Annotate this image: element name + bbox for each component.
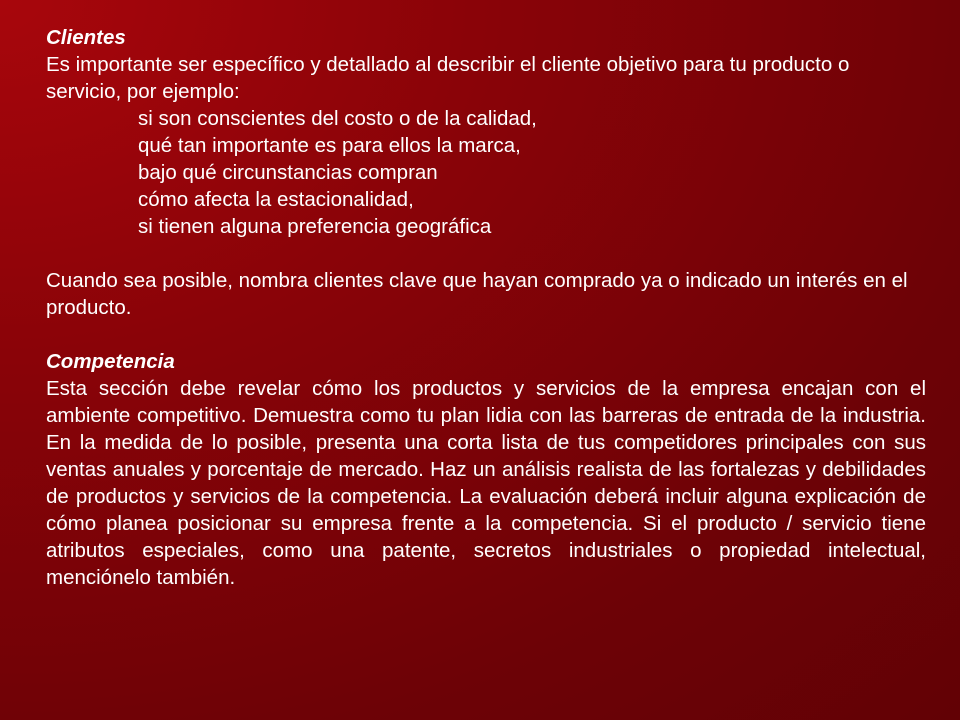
competencia-heading: Competencia: [46, 350, 175, 373]
clientes-list: [46, 105, 926, 240]
spacer: [46, 321, 926, 348]
clientes-list-item: qué tan importante es para ellos la marca,: [138, 134, 521, 157]
competencia-body: Esta sección debe revelar cómo los productos y servicios de la empresa encajan con el ambiente competitivo. Demuestra como tu plan lidia con las barreras de entrada de la industria. En la medida de lo posible, presenta una corta lista de tus competidores principales con sus ventas anuales y porcentaje de mercado. Haz un análisis realista de las fortalezas y debilidades de productos y servicios de la competencia. La evaluación deberá incluir alguna explicación de cómo planea posicionar su empresa frente a la competencia. Si el producto / servicio tiene atributos especiales, como una patente, secretos industriales o propiedad intelectual, menciónelo también.: [46, 377, 926, 589]
clientes-list-item: bajo qué circunstancias compran: [138, 161, 438, 184]
clientes-intro: Es importante ser específico y detallado al describir el cliente objetivo para tu producto o servicio, por ejemplo:: [46, 53, 850, 103]
clientes-heading: Clientes: [46, 26, 126, 49]
spacer: [46, 240, 926, 267]
clientes-list-item: si son conscientes del costo o de la calidad,: [138, 107, 537, 130]
clientes-closing: Cuando sea posible, nombra clientes clave que hayan comprado ya o indicado un interés en el producto.: [46, 269, 908, 319]
clientes-list-item: cómo afecta la estacionalidad,: [138, 188, 414, 211]
slide-content: [46, 24, 926, 591]
clientes-list-item: si tienen alguna preferencia geográfica: [138, 215, 492, 238]
